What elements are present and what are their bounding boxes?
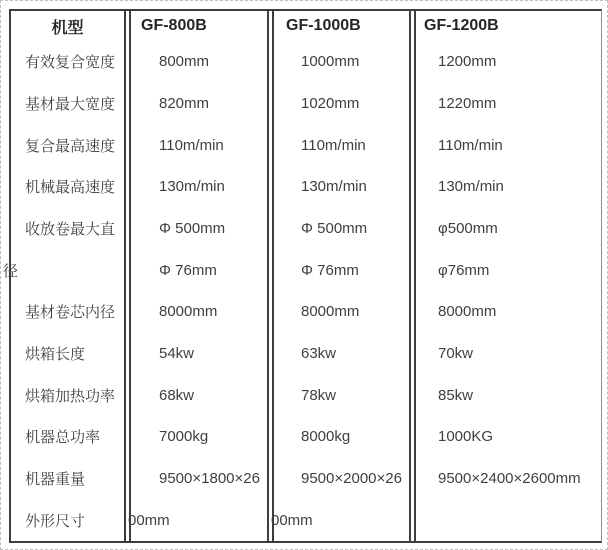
spec-value: 9500×1800×26 <box>159 470 260 488</box>
row-label: 基材卷芯内径 <box>25 304 116 322</box>
spec-value: 1000mm <box>301 53 360 71</box>
spec-value: 130m/min <box>301 178 367 196</box>
spec-value: 8000mm <box>159 303 218 321</box>
row-label: 有效复合宽度 <box>25 54 116 72</box>
spec-value: 00mm <box>271 511 313 529</box>
spec-value: 1200mm <box>438 53 497 71</box>
column-gf-1000b <box>271 11 416 541</box>
row-label: 机器总功率 <box>25 429 101 447</box>
spec-value <box>416 499 601 541</box>
column-header: GF-1200B <box>424 17 499 34</box>
spec-value: Φ 500mm <box>159 220 226 238</box>
spec-value: φ76mm <box>438 261 490 279</box>
spec-value: 1000KG <box>438 428 494 446</box>
column-header: GF-1000B <box>286 17 361 34</box>
machine-spec-table <box>3 9 602 543</box>
row-label: 收放卷最大直 <box>25 221 116 239</box>
spec-value: 85kw <box>438 386 474 404</box>
spec-value: 8000kg <box>301 428 351 446</box>
spec-value: φ500mm <box>438 220 498 238</box>
spec-value: 800mm <box>159 53 210 71</box>
row-label: 外形尺寸 <box>25 512 86 530</box>
spec-value: 70kw <box>438 345 474 363</box>
row-label: 基材最大宽度 <box>25 96 116 113</box>
column-header: 机型 <box>51 19 84 37</box>
spec-value: 8000mm <box>438 303 497 321</box>
row-label: 烘箱长度 <box>25 346 86 364</box>
spec-value: 78kw <box>301 386 337 404</box>
column-gf-1200b <box>416 11 601 541</box>
spec-value: 9500×2400×2600mm <box>438 470 581 488</box>
row-label: 机械最高速度 <box>25 179 116 197</box>
spec-value: 110m/min <box>301 136 366 154</box>
spec-value: 1020mm <box>301 95 360 112</box>
row-label: 机器重量 <box>25 471 86 489</box>
column-gf-800b <box>128 11 274 541</box>
spec-value: Φ 76mm <box>159 261 217 279</box>
column-model-labels <box>3 11 131 541</box>
spec-value: 1220mm <box>438 95 497 112</box>
spec-value: Φ 76mm <box>301 261 359 279</box>
row-label: 复合最高速度 <box>25 137 116 155</box>
spec-value: 00mm <box>128 511 170 529</box>
row-label: 烘箱加热功率 <box>25 387 116 405</box>
spec-value: 68kw <box>159 386 195 404</box>
spec-value: 54kw <box>159 345 195 363</box>
column-header: GF-800B <box>141 17 207 34</box>
spec-value: 8000mm <box>301 303 360 321</box>
spec-value: Φ 500mm <box>301 220 368 238</box>
spec-value: 130m/min <box>159 178 225 196</box>
spec-value: 110m/min <box>438 136 503 154</box>
spec-value: 130m/min <box>438 178 504 196</box>
spec-value: 9500×2000×26 <box>301 470 402 488</box>
spec-value: 63kw <box>301 345 337 363</box>
spec-value: 7000kg <box>159 428 209 446</box>
spec-value: 110m/min <box>159 136 224 154</box>
row-label: 径 <box>3 262 19 280</box>
spec-value: 820mm <box>159 95 210 112</box>
